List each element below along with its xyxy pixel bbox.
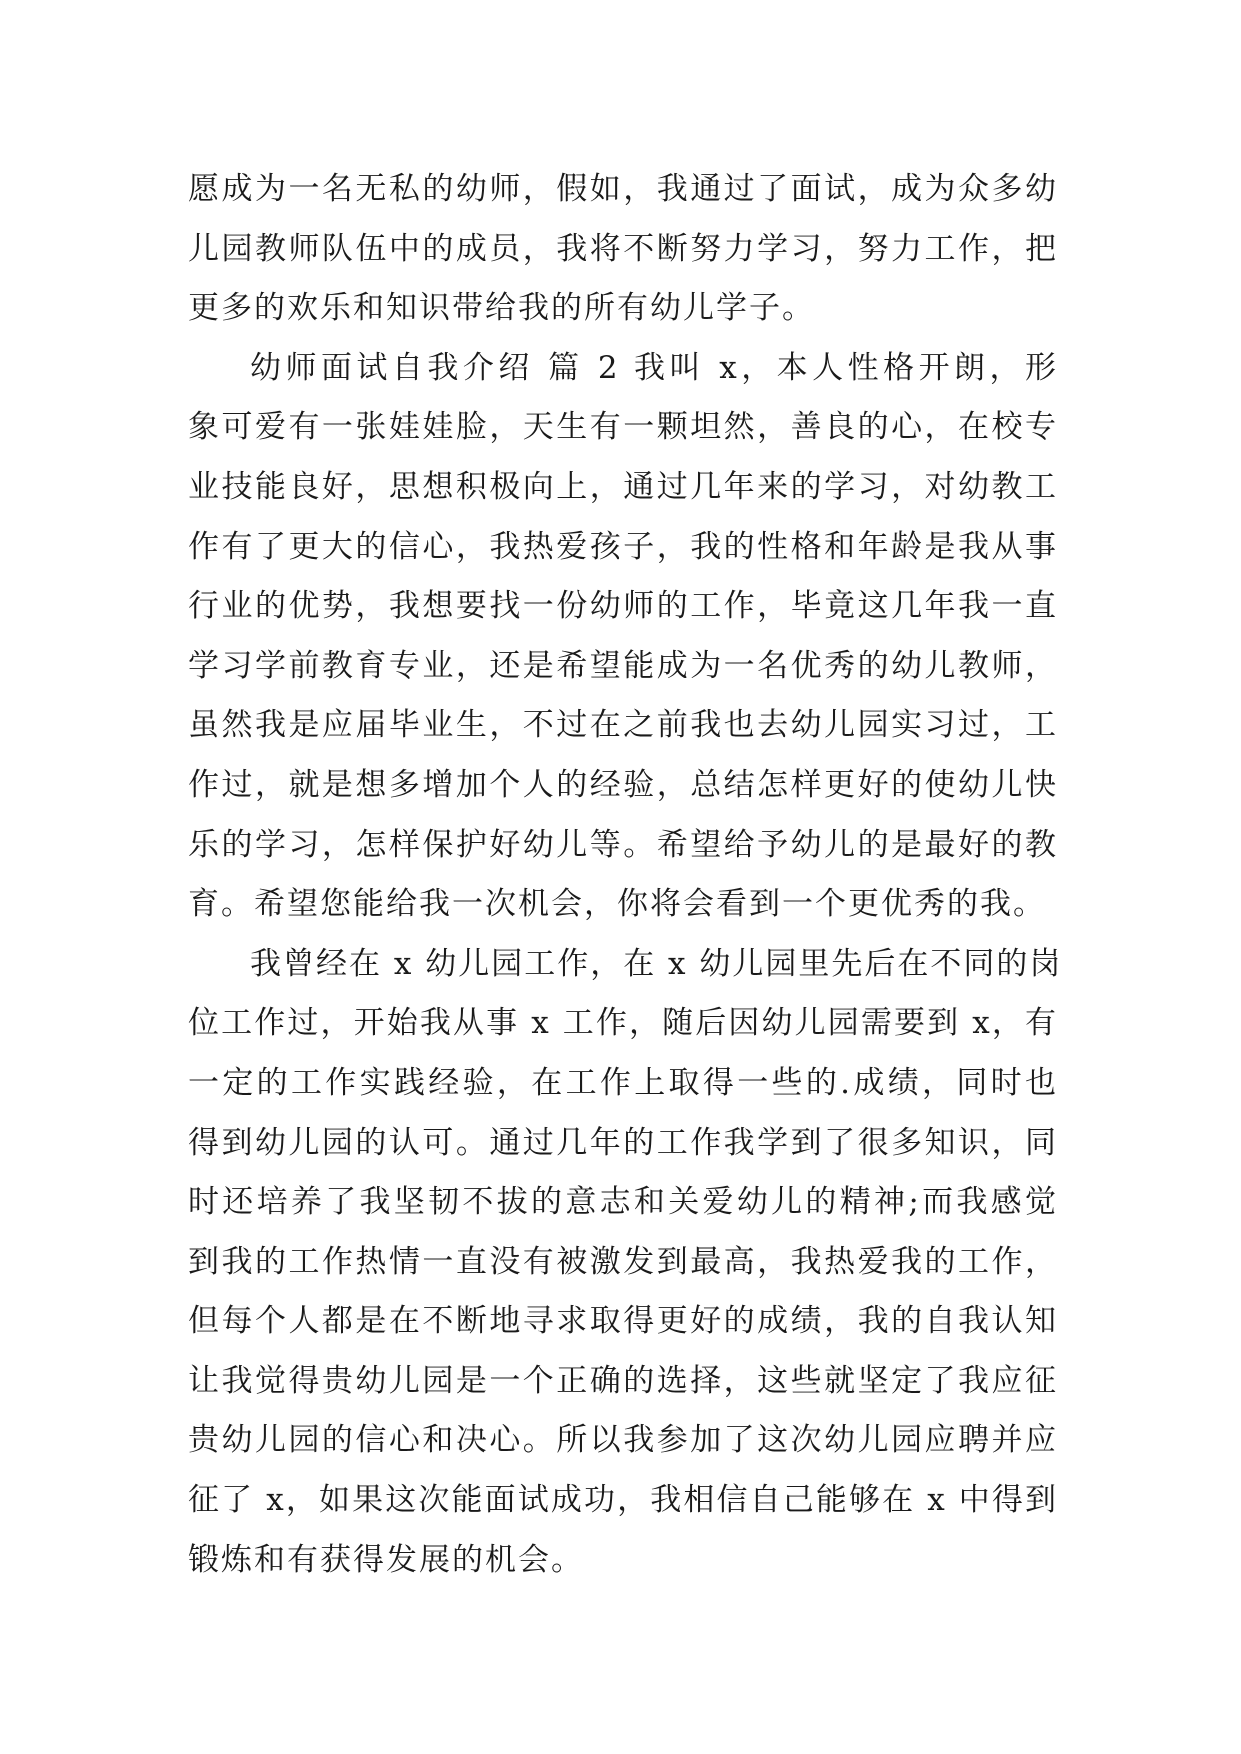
text-line: 我曾经在 x 幼儿园工作，在 x 幼儿园里先后在不同的岗 bbox=[250, 945, 1063, 982]
text-line: 位工作过，开始我从事 x 工作，随后因幼儿园需要到 x，有 bbox=[188, 1005, 1058, 1042]
body-text bbox=[188, 160, 1063, 1590]
text-line: 作有了更大的信心，我热爱孩子，我的性格和年龄是我从事 bbox=[188, 528, 1058, 565]
text-line: 但每个人都是在不断地寻求取得更好的成绩，我的自我认知 bbox=[188, 1303, 1058, 1340]
paragraph-3 bbox=[188, 935, 1063, 1591]
paragraph-1 bbox=[188, 160, 1058, 339]
text-line: 育。希望您能给我一次机会，你将会看到一个更优秀的我。 bbox=[188, 886, 1046, 923]
text-line: 到我的工作热情一直没有被激发到最高，我热爱我的工作， bbox=[188, 1243, 1058, 1280]
text-line: 征了 x，如果这次能面试成功，我相信自己能够在 x 中得到 bbox=[188, 1482, 1058, 1519]
text-line: 幼师面试自我介绍 篇 2 我叫 x，本人性格开朗，形 bbox=[250, 349, 1058, 386]
text-line: 象可爱有一张娃娃脸，天生有一颗坦然，善良的心，在校专 bbox=[188, 409, 1058, 446]
text-line: 虽然我是应届毕业生，不过在之前我也去幼儿园实习过，工 bbox=[188, 707, 1058, 744]
text-line: 行业的优势，我想要找一份幼师的工作，毕竟这几年我一直 bbox=[188, 588, 1058, 625]
text-line: 作过，就是想多增加个人的经验，总结怎样更好的使幼儿快 bbox=[188, 766, 1058, 803]
text-line: 愿成为一名无私的幼师，假如，我通过了面试，成为众多幼 bbox=[188, 171, 1058, 207]
text-line: 贵幼儿园的信心和决心。所以我参加了这次幼儿园应聘并应 bbox=[188, 1422, 1058, 1459]
text-line: 得到幼儿园的认可。通过几年的工作我学到了很多知识，同 bbox=[188, 1124, 1058, 1161]
text-line: 学习学前教育专业，还是希望能成为一名优秀的幼儿教师， bbox=[188, 647, 1058, 684]
text-line: 乐的学习，怎样保护好幼儿等。希望给予幼儿的是最好的教 bbox=[188, 826, 1058, 863]
text-line: 一定的工作实践经验，在工作上取得一些的.成绩，同时也 bbox=[188, 1064, 1058, 1101]
text-line: 儿园教师队伍中的成员，我将不断努力学习，努力工作，把 bbox=[188, 230, 1058, 267]
text-line: 锻炼和有获得发展的机会。 bbox=[188, 1541, 584, 1578]
text-line: 更多的欢乐和知识带给我的所有幼儿学子。 bbox=[188, 290, 815, 327]
text-line: 时还培养了我坚韧不拔的意志和关爱幼儿的精神;而我感觉 bbox=[188, 1184, 1058, 1221]
paragraph-2 bbox=[188, 339, 1058, 935]
text-line: 业技能良好，思想积极向上，通过几年来的学习，对幼教工 bbox=[188, 468, 1058, 505]
text-line: 让我觉得贵幼儿园是一个正确的选择，这些就坚定了我应征 bbox=[188, 1362, 1058, 1399]
